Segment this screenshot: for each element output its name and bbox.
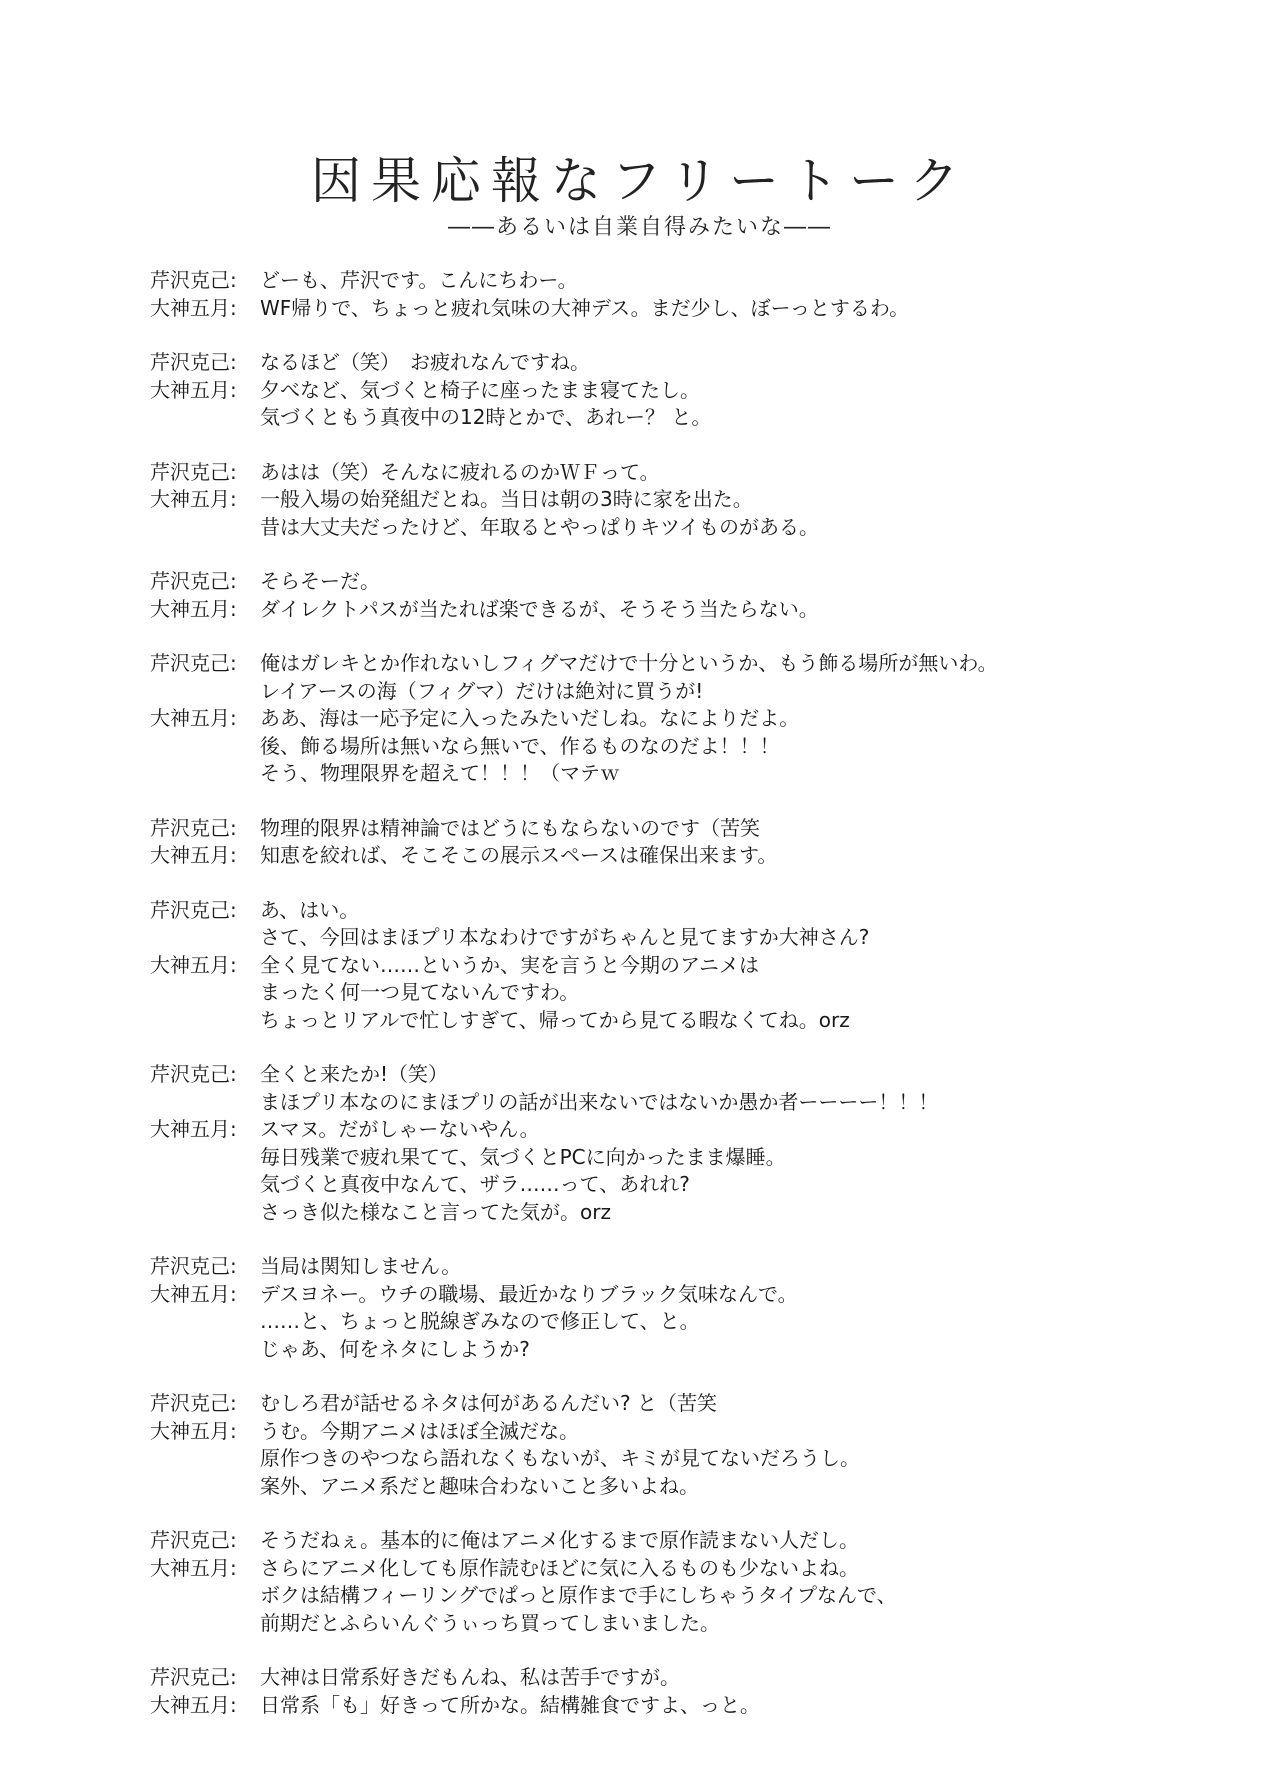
dialogue-line <box>150 514 1230 542</box>
dialogue-text: そらそーだ。 <box>260 569 380 593</box>
dialogue-line <box>150 1199 1230 1227</box>
dialogue-text: デスヨネー。ウチの職場、最近かなりブラック気味なんで。 <box>260 1281 798 1306</box>
dialogue-text: ダイレクトパスが当たれば楽できるが、そうそう当たらない。 <box>260 596 819 621</box>
speaker-name <box>150 1610 260 1638</box>
speaker-name <box>150 760 260 788</box>
dialogue-text: まったく何一つ見てないんですわ。 <box>260 980 580 1004</box>
speaker-name <box>150 1199 260 1227</box>
dialogue-text: 夕べなど、気づくと椅子に座ったまま寝てたし。 <box>260 377 700 402</box>
dialogue-block <box>150 1390 1230 1500</box>
dialogue-block <box>150 459 1230 542</box>
speaker-name <box>150 1308 260 1336</box>
speaker-name: 大神五月: <box>150 952 237 977</box>
speaker-name <box>150 1144 260 1172</box>
speaker-name: 大神五月: <box>150 596 237 621</box>
dialogue-text: ちょっとリアルで忙しすぎて、帰ってから見てる暇なくてね。orz <box>260 1007 850 1032</box>
dialogue-text: WF帰りで、ちょっと疲れ気味の大神デス。まだ少し、ぼーっとするわ。 <box>260 295 910 320</box>
speaker-name: 大神五月: <box>150 487 237 511</box>
dialogue-line <box>150 267 1230 295</box>
dialogue-text: ああ、海は一応予定に入ったみたいだしね。なによりだよ。 <box>260 706 800 730</box>
dialogue-text: 日常系「も」好きって所かな。結構雑食ですよ、っと。 <box>260 1692 760 1717</box>
dialogue-text: 大神は日常系好きだもんね、私は苦手ですが。 <box>260 1665 680 1689</box>
dialogue-block <box>150 815 1230 870</box>
speaker-name: 大神五月: <box>150 1692 237 1717</box>
dialogue-line <box>150 295 1230 323</box>
dialogue-block <box>150 897 1230 1035</box>
dialogue-text: 前期だとふらいんぐうぃっち買ってしまいました。 <box>260 1610 720 1635</box>
dialogue-line <box>150 404 1230 432</box>
dialogue-block <box>150 349 1230 432</box>
dialogue-line <box>150 1582 1230 1610</box>
dialogue-line <box>150 1664 1230 1692</box>
speaker-name: 大神五月: <box>150 1555 237 1580</box>
dialogue-line <box>150 596 1230 624</box>
speaker-name <box>150 1007 260 1035</box>
dialogue-text: 全くと来たか!（笑） <box>260 1062 449 1086</box>
dialogue-line <box>150 377 1230 405</box>
dialogue-block <box>150 1664 1230 1719</box>
dialogue-text: 物理的限界は精神論ではどうにもならないのです（苦笑 <box>260 815 760 840</box>
dialogue-block <box>150 1253 1230 1363</box>
dialogue-line <box>150 568 1230 596</box>
dialogue-line <box>150 1171 1230 1199</box>
page-title: 因果応報なフリートーク <box>311 152 969 210</box>
dialogue-text: あ、はい。 <box>260 897 360 922</box>
dialogue-line <box>150 1144 1230 1172</box>
dialogue-text: あはは（笑）そんなに疲れるのかＷＦって。 <box>260 459 660 484</box>
dialogue-line <box>150 705 1230 733</box>
dialogue-text: スマヌ。だがしゃーないやん。 <box>260 1117 540 1141</box>
speaker-name: 芹沢克己: <box>150 268 237 292</box>
speaker-name: 芹沢克己: <box>150 1665 237 1689</box>
dialogue-line <box>150 842 1230 870</box>
dialogue-text: さっき似た様なこと言ってた気が。orz <box>260 1199 611 1224</box>
speaker-name <box>150 404 260 432</box>
dialogue-block <box>150 1527 1230 1637</box>
dialogue-line <box>150 1007 1230 1035</box>
dialogue-block <box>150 568 1230 623</box>
dialogue-text: さて、今回はまほプリ本なわけですがちゃんと見てますか大神さん? <box>260 925 870 949</box>
speaker-name <box>150 678 260 706</box>
dialogue-line <box>150 1555 1230 1583</box>
dialogue-text: 毎日残業で疲れ果てて、気づくとPCに向かったまま爆睡。 <box>260 1144 786 1169</box>
dialogue-text: 全く見てない……というか、実を言うと今期のアニメは <box>260 952 759 977</box>
speaker-name <box>150 1582 260 1610</box>
speaker-name: 大神五月: <box>150 706 237 730</box>
dialogue-text: ……と、ちょっと脱線ぎみなので修正して、と。 <box>260 1309 700 1333</box>
speaker-name: 大神五月: <box>150 1418 237 1443</box>
dialogue-text: 昔は大丈夫だったけど、年取るとやっぱりキツイものがある。 <box>260 514 819 539</box>
dialogue-text: 原作つきのやつなら語れなくもないが、キミが見てないだろうし。 <box>260 1446 860 1470</box>
speaker-name <box>150 1336 260 1364</box>
dialogue-text: ボクは結構フィーリングでぱっと原作まで手にしちゃうタイプなんで、 <box>260 1583 897 1607</box>
dialogue-block <box>150 1061 1230 1226</box>
page-subtitle: ――あるいは自業自得みたいな―― <box>447 215 832 240</box>
dialogue-text: 後、飾る場所は無いなら無いで、作るものなのだよ！！！ <box>260 733 780 758</box>
speaker-name <box>150 514 260 542</box>
speaker-name: 大神五月: <box>150 843 237 867</box>
speaker-name: 芹沢克己: <box>150 815 237 840</box>
dialogue-line <box>150 924 1230 952</box>
speaker-name: 芹沢克己: <box>150 1254 237 1278</box>
dialogue-text: うむ。今期アニメはほぼ全滅だな。 <box>260 1418 579 1443</box>
dialogue-line <box>150 1473 1230 1501</box>
dialogue-line <box>150 1610 1230 1638</box>
speaker-name: 芹沢克己: <box>150 350 237 374</box>
dialogue-line <box>150 1390 1230 1418</box>
dialogue-text: 当局は関知しません。 <box>260 1254 462 1278</box>
dialogue-text: 案外、アニメ系だと趣味合わないこと多いよね。 <box>260 1473 699 1498</box>
dialogue-body <box>150 267 1230 1746</box>
speaker-name <box>150 1445 260 1473</box>
speaker-name: 芹沢克己: <box>150 1062 237 1086</box>
dialogue-block <box>150 650 1230 788</box>
dialogue-text: 俺はガレキとか作れないしフィグマだけで十分というか、もう飾る場所が無いわ。 <box>260 651 998 675</box>
dialogue-line <box>150 678 1230 706</box>
speaker-name <box>150 1171 260 1199</box>
dialogue-text: そうだねぇ。基本的に俺はアニメ化するまで原作読まない人だし。 <box>260 1528 859 1552</box>
speaker-name: 芹沢克己: <box>150 1528 237 1552</box>
speaker-name: 大神五月: <box>150 1281 237 1306</box>
dialogue-line <box>150 486 1230 514</box>
speaker-name <box>150 924 260 952</box>
dialogue-text: じゃあ、何をネタにしようか? <box>260 1336 530 1361</box>
speaker-name: 芹沢克己: <box>150 569 237 593</box>
dialogue-text: さらにアニメ化しても原作読むほどに気に入るものも少ないよね。 <box>260 1555 859 1580</box>
dialogue-text: まほプリ本なのにまほプリの話が出来ないではないか愚か者ーーーー！！！ <box>260 1089 939 1114</box>
dialogue-line <box>150 1061 1230 1089</box>
dialogue-line <box>150 459 1230 487</box>
dialogue-line <box>150 650 1230 678</box>
dialogue-text: なるほど（笑） お疲れなんですね。 <box>260 350 590 374</box>
dialogue-line <box>150 1445 1230 1473</box>
speaker-name: 大神五月: <box>150 295 237 320</box>
dialogue-line <box>150 815 1230 843</box>
dialogue-line <box>150 1418 1230 1446</box>
dialogue-line <box>150 1692 1230 1720</box>
dialogue-text: レイアースの海（フィグマ）だけは絶対に買うが! <box>260 678 704 703</box>
dialogue-text: 一般入場の始発組だとね。当日は朝の3時に家を出た。 <box>260 487 753 511</box>
speaker-name <box>150 733 260 761</box>
speaker-name <box>150 1473 260 1501</box>
dialogue-text: むしろ君が話せるネタは何があるんだい? と（苦笑 <box>260 1391 717 1415</box>
dialogue-line <box>150 897 1230 925</box>
dialogue-text: 気づくともう真夜中の12時とかで、あれー？ と。 <box>260 405 712 429</box>
speaker-name: 芹沢克己: <box>150 1391 237 1415</box>
dialogue-line <box>150 1336 1230 1364</box>
dialogue-line <box>150 733 1230 761</box>
speaker-name <box>150 979 260 1007</box>
dialogue-text: 気づくと真夜中なんて、ザラ……って、あれれ? <box>260 1172 690 1196</box>
speaker-name: 芹沢克己: <box>150 459 237 484</box>
dialogue-line <box>150 1116 1230 1144</box>
dialogue-text: そう、物理限界を超えて！！！（マテｗ <box>260 761 620 785</box>
dialogue-text: どーも、芹沢です。こんにちわー。 <box>260 268 578 292</box>
dialogue-line <box>150 952 1230 980</box>
dialogue-line <box>150 1089 1230 1117</box>
dialogue-text: 知恵を絞れば、そこそこの展示スペースは確保出来ます。 <box>260 843 778 867</box>
speaker-name: 芹沢克己: <box>150 897 237 922</box>
speaker-name: 大神五月: <box>150 377 237 402</box>
dialogue-line <box>150 1527 1230 1555</box>
speaker-name <box>150 1089 260 1117</box>
dialogue-line <box>150 349 1230 377</box>
dialogue-line <box>150 1308 1230 1336</box>
speaker-name: 大神五月: <box>150 1117 237 1141</box>
dialogue-line <box>150 979 1230 1007</box>
speaker-name: 芹沢克己: <box>150 651 237 675</box>
dialogue-line <box>150 760 1230 788</box>
dialogue-line <box>150 1253 1230 1281</box>
dialogue-block <box>150 267 1230 322</box>
dialogue-line <box>150 1281 1230 1309</box>
